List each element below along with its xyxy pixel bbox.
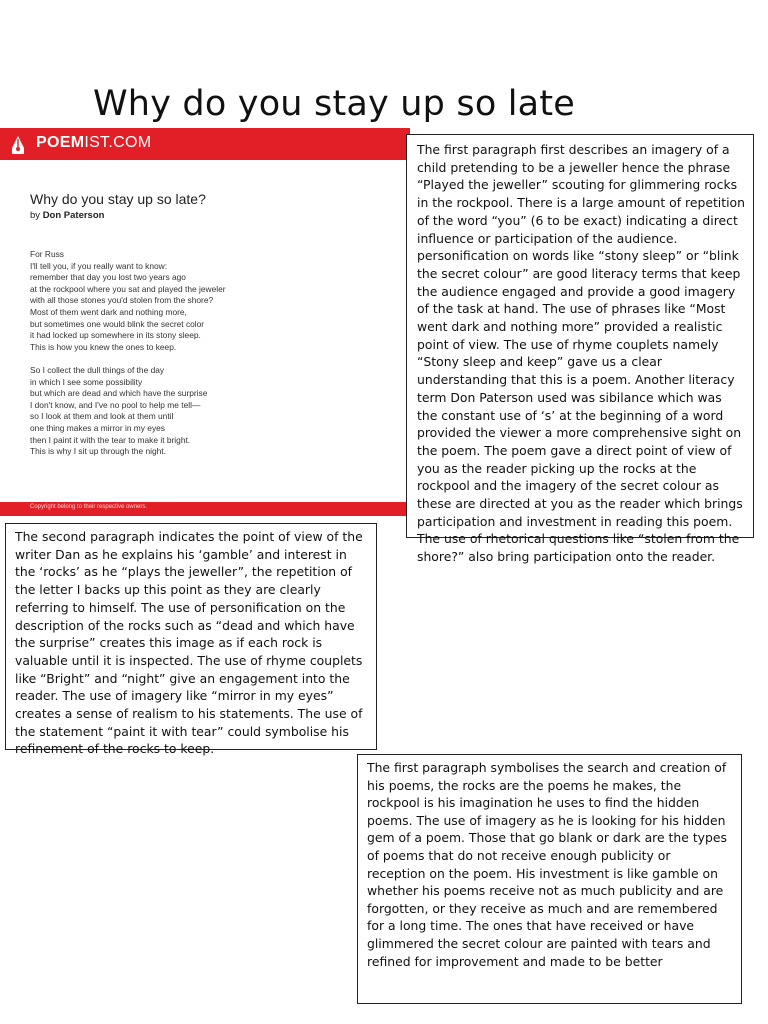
- poem-line: I don't know, and I've no pool to help me tell—: [30, 399, 201, 410]
- analysis-box-first-paragraph: The first paragraph first describes an imagery of a child pretending to be a jeweller hence the phrase “Played the jeweller” scouting for glimmering rocks in the rockpool. There is a large amount of repetition of the word “you” (6 to be exact) indicating a direct influence or participation of the audience. personification on words like “stony sleep” or “blink the secret colour” are good literacy terms that keep the audience engaged and provide a good imagery of the task at hand. The use of phrases like “Most went dark and nothing more” provided a realistic point of view. The use of rhyme couplets namely “Stony sleep and keep” gave us a clear understanding that this is a poem. Another literacy term Don Paterson used was sibilance which was the constant use of ‘s’ at the beginning of a word provided the viewer a more comprehensive sight on the poem. The poem gave a direct point of view of you as the reader picking up the rocks at the rockpool and the imagery of the secret colour as these are directed at you as the reader which brings participation and investment in reading this poem. The use of rhetorical questions like “stolen from the shore?” also bring participation onto the reader.: [406, 134, 754, 538]
- poem-line: one thing makes a mirror in my eyes: [30, 422, 165, 433]
- poem-line: I'll tell you, if you really want to know:: [30, 260, 168, 271]
- pen-nib-icon: [10, 135, 26, 157]
- poem-line: For Russ: [30, 249, 64, 259]
- poem-line: but sometimes one would blink the secret color: [30, 318, 205, 329]
- poemist-footer-bar: [0, 502, 410, 516]
- poem-line: but which are dead and which have the surprise: [30, 388, 208, 399]
- poem-line: then I paint it with the tear to make it bright.: [30, 434, 191, 445]
- poem-line: Most of them went dark and nothing more,: [30, 306, 187, 317]
- copyright-notice: Copyright belong to their respective owners.: [30, 504, 148, 510]
- poem-line: So I collect the dull things of the day: [30, 364, 165, 375]
- poemist-header-bar: [0, 128, 410, 160]
- poem-stanza-1: [30, 249, 400, 353]
- poem-line: at the rockpool where you sat and played the jeweler: [30, 283, 226, 294]
- poem-line: so I look at them and look at them until: [30, 411, 174, 422]
- page-title: Why do you stay up so late: [93, 84, 575, 124]
- poem-byline: by Don Paterson: [30, 210, 105, 221]
- poem-line: it had locked up somewhere in its stony sleep.: [30, 330, 201, 341]
- poem-line: with all those stones you'd stolen from the shore?: [30, 295, 214, 306]
- poem-stanza-2: [30, 365, 400, 458]
- poemist-logo-text: POEMIST.COM: [36, 134, 152, 151]
- poem-body: [30, 249, 400, 469]
- poem-line: remember that day you lost two years ago: [30, 272, 186, 283]
- poem-screenshot-image: [0, 128, 410, 516]
- analysis-box-symbolism: The first paragraph symbolises the search and creation of his poems, the rocks are the poems he makes, the rockpool is his imagination he uses to find the hidden poems. The use of imagery as he is looking for his hidden gem of a poem. Those that go blank or dark are the types of poems that do not receive enough publicity or reception on the poem. His investment is like gamble on whether his poems receive not as much publicity and are forgotten, or they receive as much and are remembered for a long time. The ones that have received or have glimmered the secret colour are painted with tears and refined for improvement and made to be better: [357, 754, 742, 1004]
- poem-line: in which I see some possibility: [30, 376, 143, 387]
- poem-author: Don Paterson: [42, 210, 105, 221]
- poem-line: This is why I sit up through the night.: [30, 446, 166, 457]
- poem-line: This is how you knew the ones to keep.: [30, 341, 177, 352]
- poem-title: Why do you stay up so late?: [30, 191, 206, 207]
- analysis-box-second-paragraph: The second paragraph indicates the point of view of the writer Dan as he explains his ‘gamble’ and interest in the ‘rocks’ as he “plays the jeweller”, the repetition of the letter I backs up this point as they are clearly referring to himself. The use of personification on the description of the rocks such as “dead and which have the surprise” creates this image as if each rock is valuable until it is inspected. The use of rhyme couplets like “Bright” and “night” give an engagement into the reader. The use of imagery like “mirror in my eyes” creates a sense of realism to his statements. The use of the statement “paint it with tear” could symbolise his refinement of the rocks to keep.: [5, 523, 377, 750]
